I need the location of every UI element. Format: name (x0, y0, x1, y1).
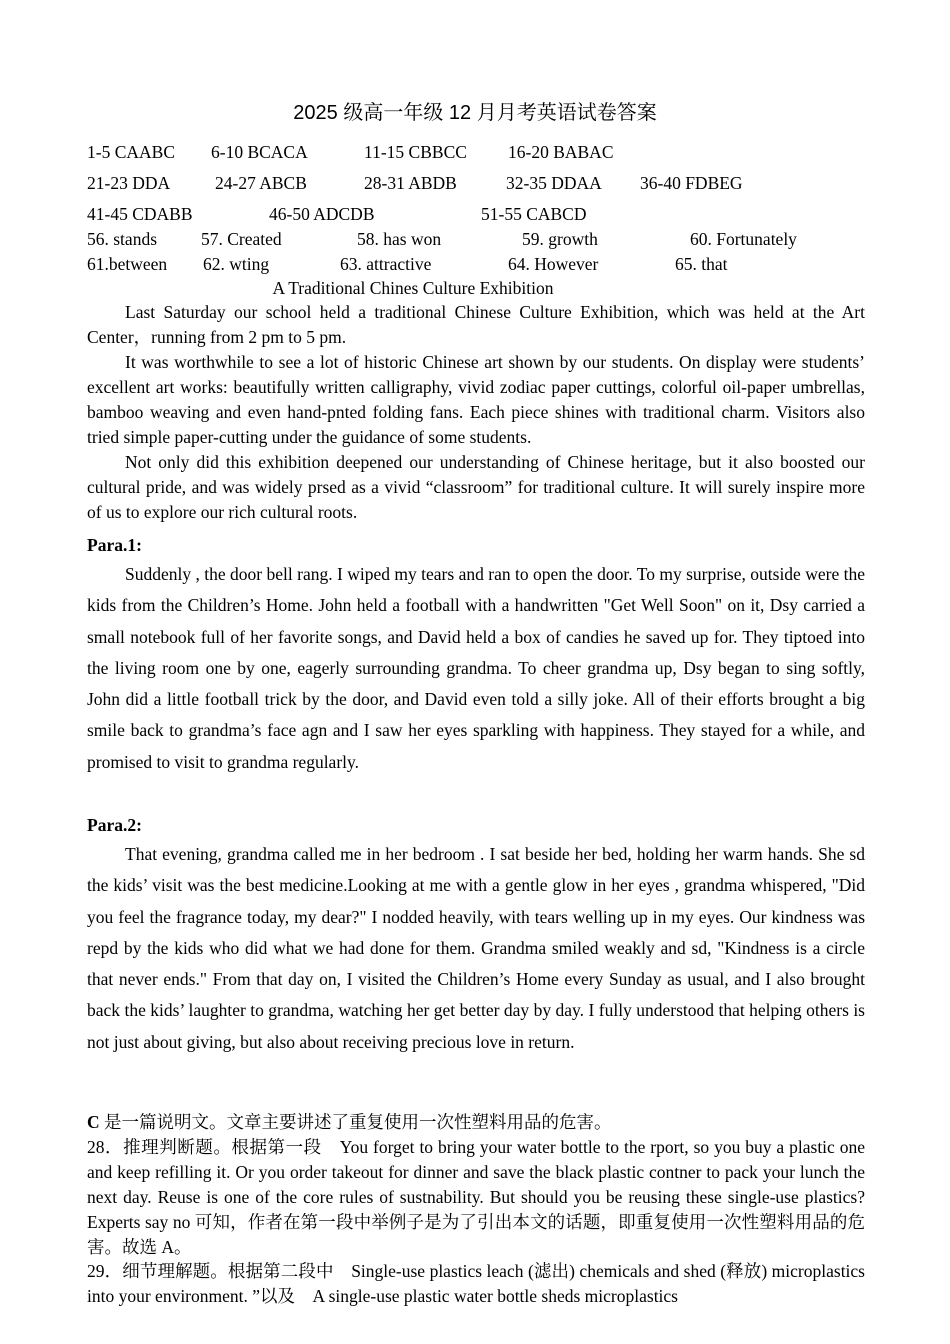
answer-group: 32-35 DDAA (506, 173, 602, 193)
answer-group: 62. wting (203, 254, 270, 274)
answer-group: 46-50 ADCDB (269, 204, 375, 224)
answer-group: 24-27 ABCB (215, 173, 307, 193)
answer-group: 51-55 CABCD (481, 204, 587, 224)
answer-group: 58. has won (357, 229, 442, 249)
answer-group: 57. Created (201, 229, 282, 249)
passage-c-letter: C (87, 1112, 100, 1132)
essay-paragraph-3: Not only did this exhibition deepened our understanding of Chinese heritage, but it also boosted our cultural pride, and was widely prsed as a vivid “classroom” for traditional culture. It will surely inspire more of us to explore our rich cultural roots. (87, 452, 865, 522)
essay-paragraph-2: It was worthwhile to see a lot of historic Chinese art shown by our students. On display were students’ excellent art works: beautifully written calligraphy, vivid zodiac paper cuttings, colorful oil-paper umbrellas, bamboo weaving and even hand-pnted folding fans. Each piece shines with traditional charm. Visitors also tried simple paper-cutting under the guidance of some students. (87, 352, 865, 447)
answer-group: 60. Fortunately (690, 229, 797, 249)
answer-group: 41-45 CDABB (87, 204, 193, 224)
continuation-paragraph-1: Suddenly , the door bell rang. I wiped my tears and ran to open the door. To my surprise, outside were the kids from the Children’s Home. John held a football with a handwritten "Get Well Soon" on it, Dsy carried a small notebook full of her favorite songs, and David held a box of candies he saved up for. They tiptoed into the living room one by one, eagerly surrounding grandma. To cheer grandma up, Dsy began to sing softly, John did a little football trick by the door, and David even told a silly joke. All of their efforts brought a big smile back to grandma’s face agn and I saw her eyes sparkling with happiness. They stayed for a while, and promised to visit to grandma regularly. (87, 564, 865, 772)
answer-group: 61.between (87, 254, 168, 274)
answer-group: 16-20 BABAC (508, 142, 614, 162)
explanation-q28: 28．推理判断题。根据第一段 You forget to bring your water bottle to the rport, so you buy a plastic one and keep refilling it. Or you order takeout for dinner and save the black plastic contner to pack your lunch the next day. Reuse is one of the core rules of sustnability. But should you be reusing these single-use plastics? Experts say no 可知，作者在第一段中举例子是为了引出本文的话题，即重复使用一次性塑料用品的危害。故选 A。 (87, 1137, 865, 1257)
continuation-paragraph-2: That evening, grandma called me in her bedroom . I sat beside her bed, holding her warm hands. She sd the kids’ visit was the best medicine.Looking at me with a gentle glow in her eyes , grandma whispered, "Did you feel the fragrance today, my dear?" I nodded heavily, with tears welling up in my eyes. Our kindness was repd by the kids who did what we had done for them. Grandma smiled weakly and sd, "Kindness is a circle that never ends." From that day on, I visited the Children’s Home every Sunday as usual, and I also brought back the kids’ laughter to grandma, watching her get better day by day. I fully understood that helping others is not just about giving, but also about receiving precious love in return. (87, 844, 865, 1052)
para1-label: Para.1: (87, 535, 142, 555)
answer-group: 59. growth (522, 229, 598, 249)
answer-group: 56. stands (87, 229, 157, 249)
answer-group: 6-10 BCACA (211, 142, 308, 162)
essay-paragraph-1: Last Saturday our school held a traditional Chinese Culture Exhibition, which was held at the Art Center，running from 2 pm to 5 pm. (87, 302, 865, 347)
passage-c-summary: 是一篇说明文。文章主要讲述了重复使用一次性塑料用品的危害。 (99, 1112, 612, 1132)
answer-group: 11-15 CBBCC (364, 142, 467, 162)
answer-group: 28-31 ABDB (364, 173, 457, 193)
para2-label: Para.2: (87, 815, 142, 835)
answer-group: 65. that (675, 254, 728, 274)
explanation-q29: 29．细节理解题。根据第二段中 Single-use plastics leach (滤出) chemicals and shed (释放) microplastics into your environment. ”以及 A single-use plastic water bottle sheds microplastics (87, 1261, 865, 1306)
answer-group: 64. However (508, 254, 599, 274)
essay-title: A Traditional Chines Culture Exhibition (272, 278, 554, 298)
answer-group: 63. attractive (340, 254, 432, 274)
answer-group: 21-23 DDA (87, 173, 171, 193)
page-title: 2025 级高一年级 12 月月考英语试卷答案 (293, 102, 657, 124)
answer-group: 1-5 CAABC (87, 142, 175, 162)
passage-c-intro (87, 1110, 865, 1135)
answer-group: 36-40 FDBEG (640, 173, 743, 193)
